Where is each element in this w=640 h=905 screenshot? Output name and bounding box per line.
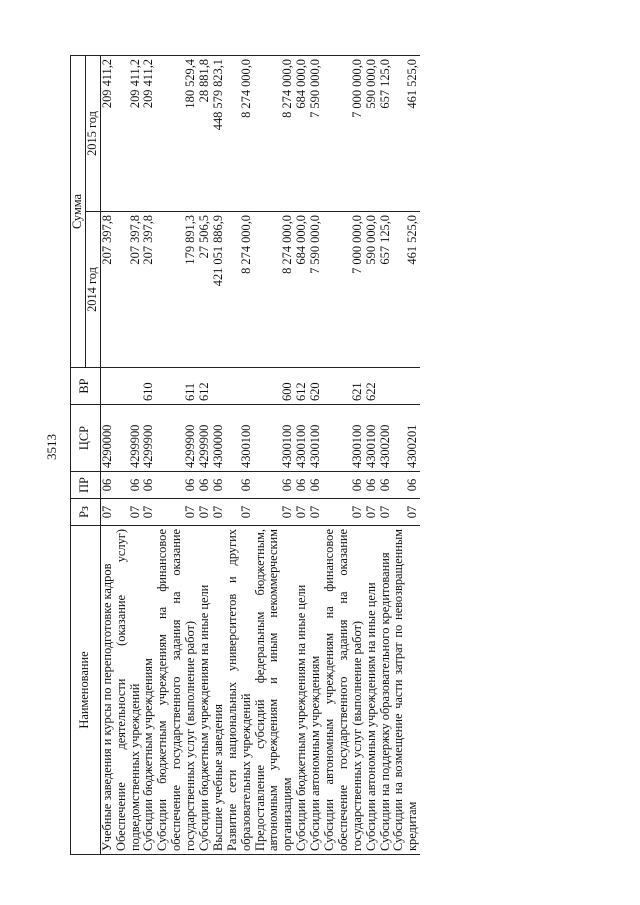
cell-pr: 06 bbox=[365, 472, 379, 499]
cell-rz: 07 bbox=[100, 499, 114, 526]
cell-rz: 07 bbox=[323, 499, 365, 526]
cell-csr: 4300201 bbox=[392, 405, 420, 472]
table-row bbox=[100, 56, 114, 855]
cell-y2014: 207 397,8 bbox=[115, 212, 143, 368]
cell-pr: 06 bbox=[142, 472, 156, 499]
cell-name: Субсидии бюджетным учреждениям bbox=[142, 526, 156, 855]
cell-y2014: 207 397,8 bbox=[100, 212, 114, 368]
cell-pr: 06 bbox=[156, 472, 198, 499]
cell-csr: 4300100 bbox=[365, 405, 379, 472]
cell-rz: 07 bbox=[156, 499, 198, 526]
cell-y2014: 207 397,8 bbox=[142, 212, 156, 368]
cell-y2015: 461 525,0 bbox=[392, 56, 420, 212]
cell-pr: 06 bbox=[212, 472, 226, 499]
table-row bbox=[212, 56, 226, 855]
cell-y2015: 180 529,4 bbox=[156, 56, 198, 212]
cell-name: Субсидии на возмещение части затрат по невозвращенным кредитам bbox=[392, 526, 420, 855]
cell-pr: 06 bbox=[115, 472, 143, 499]
cell-y2015: 7 000 000,0 bbox=[323, 56, 365, 212]
cell-y2014: 8 274 000,0 bbox=[226, 212, 254, 368]
cell-name: Субсидии на поддержку образовательного кредитования bbox=[379, 526, 393, 855]
cell-y2014: 27 506,5 bbox=[198, 212, 212, 368]
cell-y2015: 590 000,0 bbox=[365, 56, 379, 212]
cell-y2014: 7 590 000,0 bbox=[309, 212, 323, 368]
table-row bbox=[392, 56, 420, 855]
cell-y2015: 209 411,2 bbox=[142, 56, 156, 212]
table-header bbox=[71, 56, 101, 855]
table-row bbox=[156, 56, 198, 855]
cell-y2014: 421 051 886,9 bbox=[212, 212, 226, 368]
cell-vr bbox=[392, 368, 420, 405]
cell-rz: 07 bbox=[198, 499, 212, 526]
table-row bbox=[309, 56, 323, 855]
cell-y2015: 448 579 823,1 bbox=[212, 56, 226, 212]
cell-vr: 622 bbox=[365, 368, 379, 405]
cell-y2014: 657 125,0 bbox=[379, 212, 393, 368]
header-rz: Рз bbox=[71, 499, 101, 526]
cell-rz: 07 bbox=[115, 499, 143, 526]
cell-y2015: 28 881,8 bbox=[198, 56, 212, 212]
cell-name: Субсидии автономным учреждениям bbox=[309, 526, 323, 855]
table-row bbox=[323, 56, 365, 855]
cell-y2014: 7 000 000,0 bbox=[323, 212, 365, 368]
cell-rz: 07 bbox=[365, 499, 379, 526]
cell-pr: 06 bbox=[100, 472, 114, 499]
header-sum: Сумма bbox=[71, 56, 86, 368]
cell-rz: 07 bbox=[295, 499, 309, 526]
cell-name: Высшие учебные заведения bbox=[212, 526, 226, 855]
cell-y2015: 657 125,0 bbox=[379, 56, 393, 212]
cell-vr bbox=[379, 368, 393, 405]
cell-csr: 4299900 bbox=[156, 405, 198, 472]
cell-name: Предоставление субсидий федеральным бюджетным, автономным учреждениям и иным некоммерческим организациям bbox=[254, 526, 296, 855]
cell-name: Субсидии бюджетным учреждениям на финансовое обеспечение государственного задания на оказание государственных услуг (выполнение работ) bbox=[156, 526, 198, 855]
cell-vr: 611 bbox=[156, 368, 198, 405]
cell-name: Учебные заведения и курсы по переподготовке кадров bbox=[100, 526, 114, 855]
cell-csr: 4299900 bbox=[198, 405, 212, 472]
header-csr: ЦСР bbox=[71, 405, 101, 472]
cell-vr: 612 bbox=[198, 368, 212, 405]
cell-csr: 4299900 bbox=[115, 405, 143, 472]
cell-pr: 06 bbox=[198, 472, 212, 499]
cell-y2015: 8 274 000,0 bbox=[226, 56, 254, 212]
cell-csr: 4299900 bbox=[142, 405, 156, 472]
cell-y2014: 8 274 000,0 bbox=[254, 212, 296, 368]
table-row bbox=[142, 56, 156, 855]
cell-csr: 4290000 bbox=[100, 405, 114, 472]
header-year-2015: 2015 год bbox=[85, 56, 100, 212]
cell-rz: 07 bbox=[309, 499, 323, 526]
cell-y2014: 684 000,0 bbox=[295, 212, 309, 368]
cell-csr: 4300100 bbox=[295, 405, 309, 472]
cell-name: Развитие сети национальных университетов и других образовательных учреждений bbox=[226, 526, 254, 855]
table-row bbox=[295, 56, 309, 855]
cell-pr: 06 bbox=[323, 472, 365, 499]
cell-pr: 06 bbox=[379, 472, 393, 499]
cell-y2014: 179 891,3 bbox=[156, 212, 198, 368]
cell-rz: 07 bbox=[142, 499, 156, 526]
cell-rz: 07 bbox=[226, 499, 254, 526]
cell-vr: 612 bbox=[295, 368, 309, 405]
cell-vr: 600 bbox=[254, 368, 296, 405]
cell-pr: 06 bbox=[295, 472, 309, 499]
cell-vr bbox=[226, 368, 254, 405]
cell-csr: 4300000 bbox=[212, 405, 226, 472]
cell-rz: 07 bbox=[212, 499, 226, 526]
cell-y2014: 461 525,0 bbox=[392, 212, 420, 368]
cell-vr: 610 bbox=[142, 368, 156, 405]
cell-pr: 06 bbox=[254, 472, 296, 499]
header-pr: ПР bbox=[71, 472, 101, 499]
header-year-2014: 2014 год bbox=[85, 212, 100, 368]
table-row bbox=[254, 56, 296, 855]
table-row bbox=[198, 56, 212, 855]
table-row bbox=[226, 56, 254, 855]
cell-vr bbox=[100, 368, 114, 405]
budget-table bbox=[70, 55, 420, 855]
cell-y2015: 209 411,2 bbox=[115, 56, 143, 212]
cell-name: Субсидии автономным учреждениям на финансовое обеспечение государственного задания на оказание государственных услуг (выполнение работ) bbox=[323, 526, 365, 855]
cell-vr: 620 bbox=[309, 368, 323, 405]
cell-y2015: 7 590 000,0 bbox=[309, 56, 323, 212]
cell-csr: 4300200 bbox=[379, 405, 393, 472]
cell-csr: 4300100 bbox=[254, 405, 296, 472]
cell-pr: 06 bbox=[309, 472, 323, 499]
table-row bbox=[379, 56, 393, 855]
cell-name: Обеспечение деятельности (оказание услуг) подведомственных учреждений bbox=[115, 526, 143, 855]
cell-rz: 07 bbox=[254, 499, 296, 526]
cell-rz: 07 bbox=[392, 499, 420, 526]
table-row bbox=[115, 56, 143, 855]
cell-y2015: 209 411,2 bbox=[100, 56, 114, 212]
cell-csr: 4300100 bbox=[226, 405, 254, 472]
page-number: 3513 bbox=[44, 434, 59, 460]
cell-vr bbox=[115, 368, 143, 405]
table-body bbox=[100, 56, 420, 855]
cell-pr: 06 bbox=[392, 472, 420, 499]
cell-vr: 621 bbox=[323, 368, 365, 405]
cell-vr bbox=[212, 368, 226, 405]
cell-name: Субсидии бюджетным учреждениям на иные цели bbox=[295, 526, 309, 855]
cell-name: Субсидии автономным учреждениям на иные цели bbox=[365, 526, 379, 855]
budget-table-sheet bbox=[70, 55, 570, 855]
cell-y2014: 590 000,0 bbox=[365, 212, 379, 368]
table-row bbox=[365, 56, 379, 855]
header-name: Наименование bbox=[71, 526, 101, 855]
cell-csr: 4300100 bbox=[309, 405, 323, 472]
cell-name: Субсидии бюджетным учреждениям на иные цели bbox=[198, 526, 212, 855]
cell-rz: 07 bbox=[379, 499, 393, 526]
cell-y2015: 684 000,0 bbox=[295, 56, 309, 212]
cell-pr: 06 bbox=[226, 472, 254, 499]
cell-y2015: 8 274 000,0 bbox=[254, 56, 296, 212]
cell-csr: 4300100 bbox=[323, 405, 365, 472]
header-vr: ВР bbox=[71, 368, 101, 405]
